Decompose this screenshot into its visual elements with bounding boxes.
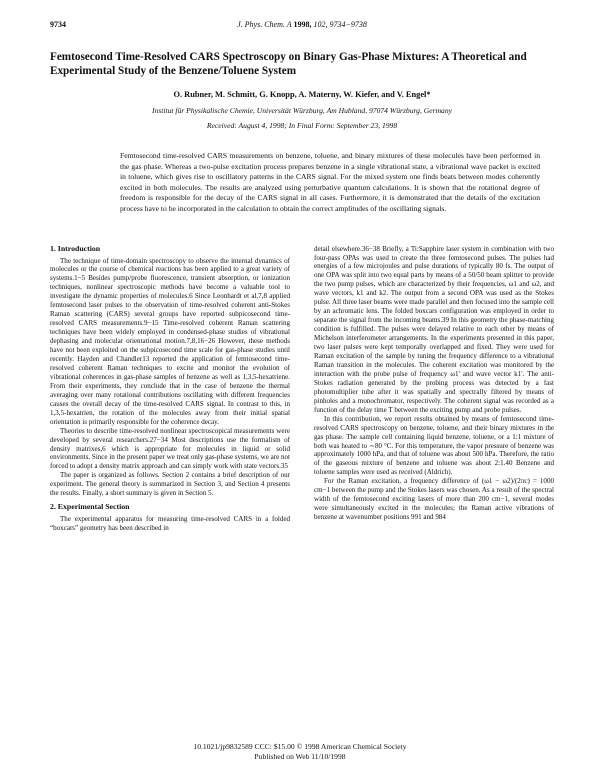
paragraph: For the Raman excitation, a frequency difference of (ω1 − ω2)/(2πc) = 1000 cm−1 between the pump and the Stokes lasers was chosen. As a result of the spectral width of the femtosecond exciting lasers of more than 200 cm−1, several modes were simultaneously excited in the molecules; the Raman active vibrations of benzene at wavenumber positions 991 and 984 <box>314 477 554 522</box>
article-title: Femtosecond Time-Resolved CARS Spectroscopy on Binary Gas-Phase Mixtures: A Theoretical and Experimental Study of the Benzene/Toluene System <box>50 51 527 77</box>
author-list: O. Rubner, M. Schmitt, G. Knopp, A. Materny, W. Kiefer, and V. Engel* <box>173 90 431 99</box>
doi-copyright-line: 10.1021/jp9832589 CCC: $15.00 © 1998 American Chemical Society <box>193 742 407 751</box>
section-heading-experimental: 2. Experimental Section <box>50 502 130 512</box>
body-columns <box>50 245 554 534</box>
abstract: Femtosecond time-resolved CARS measurements on benzene, toluene, and binary mixtures of these molecules have been performed in the gas phase. Whereas a two-pulse excitation process prepares benzene in a single vibrational state, a vibrational wave packet is excited in toluene, which gives rise to oscillatory patterns in the CARS signal. For the mixed system one finds beats between modes coherently excited in both molecules. The results are analyzed using perturbative quantum calculations. It is shown that the rotational degree of freedom is responsible for the decay of the CARS signal in all cases. Furthermore, it is demonstrated that the details of the excitation process have to be incorporated in the calculation to obtain the correct amplitudes of the oscillating signals. <box>120 151 540 213</box>
paragraph: The paper is organized as follows. Section 2 contains a brief description of our experiment. The general theory is summarized in Section 3, and Section 4 presents the results. Finally, a short summary is given in Section 5. <box>50 471 290 498</box>
paragraph: The experimental apparatus for measuring time-resolved CARS in a folded “boxcars” geometry has been described in <box>50 515 290 533</box>
page-footer <box>0 742 600 761</box>
section-heading-introduction: 1. Introduction <box>50 243 101 253</box>
right-column <box>314 245 554 534</box>
web-publication-date: Published on Web 11/10/1998 <box>254 751 346 761</box>
paragraph: In this contribution, we report results obtained by means of femtosecond time-resolved CARS spectroscopy on benzene, toluene, and their binary mixtures in the gas phase. The sample cell containing liquid benzene, toluene, or a 1:1 mixture of both was heated to ∼80 °C. For this temperature, the vapor pressure of benzene was approximately 1000 hPa, and that of toluene was about 500 hPa. Therefore, the ratio of the gaseous mixture of benzene and toluene was about 2:1.40 Benzene and toluene samples were used as received (Aldrich). <box>314 414 554 477</box>
affiliation: Institut für Physikalische Chemie, Universität Würzburg, Am Hubland, 97074 Würzburg, Germany <box>151 106 453 115</box>
paragraph: The technique of time-domain spectroscopy to observe the internal dynamics of molecules or the course of chemical reactions has been applied to a great variety of systems.1−5 Besides pump/probe fluorescence, transient absorption, or ionization techniques, nonlinear spectroscopic methods have become a valuable tool to investigate the dynamic properties of molecules.6 Since Leonhardt et al.7,8 applied femtosecond laser pulses to the observation of time-resolved coherent anti-Stokes Raman scattering (CARS) several groups have reported subpicosecond time-resolved CARS measurements.9−15 Time-resolved coherent Raman scattering techniques have been widely employed in condensed-phase studies of vibrational dephasing and molecular orientational motion.7,8,16−26 However, these methods have not been exploited on the subpicosecond time scale for gas-phase studies until recently. Hayden and Chandler13 reported the application of femtosecond time-resolved coherent Raman techniques to excite and monitor the evolution of vibrational coherences in gas-phase samples of benzene as well as 1,3,5-hexatriene. From their experiments, they conclude that in the case of benzene the thermal averaging over many rotational contributions oscillating with different frequencies causes the overall decay of the time-resolved CARS signal. In contrast to this, in 1,3,5-hexatrien, the rotation of the molecules away from their initial spatial orientation is primarily responsible for the coherence decay. <box>50 256 290 426</box>
paragraph: detail elsewhere.36−38 Briefly, a Ti:Sapphire laser system in combination with two four-pass OPAs was used to create the three femtosecond pulses. The pulses had energies of a few microjoules and pulse durations of typically 80 fs. The output of one OPA was split into two equal parts by means of a 50/50 beam splitter to provide the two pump pulses, which are characterized by their frequencies, ω1 and ω2, and wave vectors, k1 and k2. The output from a second OPA was used as the Stokes pulse. All three laser beams were made parallel and then focused into the sample cell by an achromatic lens. The folded boxcars configuration was employed in order to separate the signal from the incoming beams.39 In this geometry the phase-matching condition is fulfilled. The pulses were delayed relative to each other by means of Michelson interferometer arrangements. In the experiments presented in this paper, two laser pulses were kept temporally overlapped and fixed. They were used for Raman excitation of the sample by tuning the frequency difference to a vibrational Raman transition in the molecules. The coherent excitation was monitored by the interaction with the probe pulse of frequency ω1′ and wave vector k1′. The anti-Stokes radiation generated by the probing process was detected by a fast photomultiplier tube after it was spatially and spectrally filtered by means of pinholes and a monochromator, respectively. The coherent signal was recorded as a function of the delay time T between the exciting pump and probe pulses. <box>314 244 554 414</box>
volume-pages: 102, 9734−9738 <box>313 20 367 29</box>
left-column <box>50 245 290 534</box>
journal-name: J. Phys. Chem. A <box>237 20 292 29</box>
journal-citation <box>170 20 434 29</box>
page-number: 9734 <box>50 20 66 29</box>
paragraph: Theories to describe time-resolved nonlinear spectroscopical measurements were developed by several researchers.27−34 Most descriptions use the formalism of density matrixes,6 which is appropriate for molecules in liquid or solid environments. Since in the present paper we treat only gas-phase systems, we are not forced to adopt a density matrix approach and can simply work with state vectors.35 <box>50 426 290 471</box>
running-header <box>50 20 554 34</box>
received-dates: Received: August 4, 1998; In Final Form: September 23, 1998 <box>206 121 398 130</box>
journal-year: 1998, <box>293 20 312 29</box>
